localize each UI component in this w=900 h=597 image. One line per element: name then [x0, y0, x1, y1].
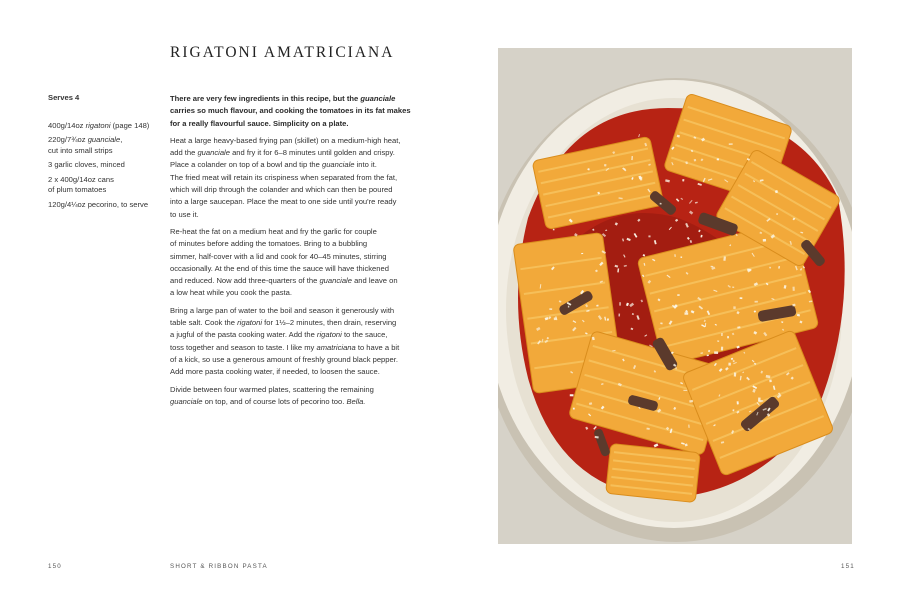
method-column: [170, 93, 411, 413]
method-paragraph: [170, 384, 398, 409]
recipe-title: RIGATONI AMATRICIANA: [170, 44, 395, 61]
pecorino-fleck: [711, 266, 714, 268]
ingredient-line: 220g/7¾oz guanciale,: [48, 135, 123, 144]
pecorino-fleck: [675, 367, 676, 369]
text-line: Divide between four warmed plates, scattering the remaining: [170, 384, 374, 394]
pecorino-fleck: [683, 390, 687, 391]
pecorino-fleck: [733, 306, 736, 309]
text-line: simmer, half-cover with a lid and cook for 40–45 minutes, stirring: [170, 251, 387, 261]
text-line: There are very few ingredients in this recipe, but the guanciale: [170, 94, 396, 103]
pecorino-fleck: [573, 408, 575, 410]
pecorino-fleck: [570, 394, 574, 396]
ingredient-item: [48, 160, 160, 171]
text-line: for a really flavourful sauce. Simplicity on a plate.: [170, 118, 349, 128]
text-line: which will drip through the colander and which can then be poured: [170, 185, 393, 195]
pasta-dish-photo: [498, 48, 852, 544]
page-number-left: 150: [48, 563, 62, 570]
pecorino-fleck: [755, 301, 758, 303]
running-head: SHORT & RIBBON PASTA: [170, 563, 268, 570]
method-steps: [170, 135, 401, 408]
method-paragraph: [170, 135, 401, 221]
pecorino-fleck: [694, 159, 696, 161]
text-line: a jugful of the pasta cooking water. Add the rigatoni to the sauce,: [170, 330, 388, 340]
ingredient-line: 3 garlic cloves, minced: [48, 160, 125, 169]
ingredient-line: cut into small strips: [48, 145, 113, 155]
ingredient-item: [48, 175, 160, 196]
pecorino-fleck: [568, 306, 569, 308]
pasta-dish-illustration: [498, 48, 852, 544]
pecorino-fleck: [707, 355, 709, 357]
pecorino-fleck: [714, 351, 718, 354]
text-line: Add more pasta cooking water, if needed, to loosen the sauce.: [170, 367, 380, 377]
pecorino-fleck: [728, 363, 731, 366]
ingredient-list: [48, 121, 160, 211]
pecorino-fleck: [763, 239, 766, 242]
pecorino-fleck: [581, 253, 583, 254]
ingredient-line: 120g/4¼oz pecorino, to serve: [48, 199, 149, 209]
text-line: guanciale on top, and of course lots of pecorino too. Bella.: [170, 396, 366, 406]
ingredient-item: [48, 121, 160, 132]
pecorino-fleck: [732, 287, 734, 288]
ingredient-line: of plum tomatoes: [48, 185, 107, 194]
pecorino-fleck: [660, 203, 662, 205]
pecorino-fleck: [677, 294, 679, 296]
method-paragraph: [170, 305, 398, 379]
pecorino-fleck: [682, 179, 684, 181]
pecorino-fleck: [721, 333, 723, 336]
ingredient-item: [48, 135, 160, 156]
pecorino-fleck: [553, 229, 555, 231]
text-line: Place a colander on top of a bowl and tip the guanciale into it.: [170, 160, 377, 170]
text-line: Re-heat the fat on a medium heat and fry the garlic for couple: [170, 226, 377, 236]
text-line: of a kick, so use a generous amount of freshly ground black pepper.: [170, 354, 398, 364]
pecorino-fleck: [740, 297, 743, 299]
pecorino-fleck: [619, 302, 620, 305]
text-line: add the guanciale and fry it for 6–8 minutes until golden and crispy.: [170, 148, 395, 158]
pecorino-fleck: [734, 372, 737, 376]
text-line: to use it.: [170, 209, 199, 219]
method-paragraph: [170, 226, 398, 300]
text-line: into a large saucepan. Place the meat to one side until you're ready: [170, 197, 397, 207]
ingredients-column: [48, 93, 160, 214]
text-line: Bring a large pan of water to the boil and season it generously with: [170, 305, 395, 315]
ingredient-item: [48, 200, 160, 211]
ingredient-line: 2 x 400g/14oz cans: [48, 174, 114, 184]
text-line: carries so much flavour, and cooking the tomatoes in its fat makes: [170, 106, 411, 116]
text-line: and reduced. Now add three-quarters of the guanciale and leave on: [170, 276, 398, 286]
pecorino-fleck: [648, 235, 650, 237]
pecorino-fleck: [729, 143, 733, 145]
pecorino-fleck: [549, 308, 552, 310]
text-line: of minutes before adding the tomatoes. Bring to a bubbling: [170, 239, 368, 249]
pecorino-fleck: [681, 257, 683, 258]
text-line: toss together and season to taste. I like my amatriciana to have a bit: [170, 342, 400, 352]
text-line: The fried meat will retain its crispiness when separated from the fat,: [170, 172, 398, 182]
page-number-right: 151: [841, 563, 855, 570]
pecorino-fleck: [737, 401, 739, 404]
pecorino-fleck: [604, 164, 606, 167]
pecorino-fleck: [721, 347, 723, 351]
pecorino-fleck: [733, 409, 735, 411]
serves-label: Serves 4: [48, 93, 80, 102]
pecorino-fleck: [769, 380, 772, 383]
text-line: Heat a large heavy-based frying pan (skillet) on a medium-high heat,: [170, 135, 401, 145]
pecorino-fleck: [747, 269, 751, 271]
ingredient-line: 400g/14oz rigatoni (page 148): [48, 120, 150, 130]
intro-paragraph: [170, 93, 411, 130]
text-line: occasionally. At the end of this time the sauce will have thickened: [170, 263, 389, 273]
pecorino-fleck: [759, 400, 762, 402]
text-line: table salt. Cook the rigatoni for 1½–2 minutes, then drain, reserving: [170, 318, 397, 328]
text-line: a low heat while you cook the pasta.: [170, 288, 292, 298]
pecorino-fleck: [618, 313, 620, 316]
pecorino-fleck: [727, 336, 729, 338]
pecorino-fleck: [717, 158, 719, 160]
pecorino-fleck: [793, 287, 795, 291]
pecorino-fleck: [684, 312, 688, 314]
